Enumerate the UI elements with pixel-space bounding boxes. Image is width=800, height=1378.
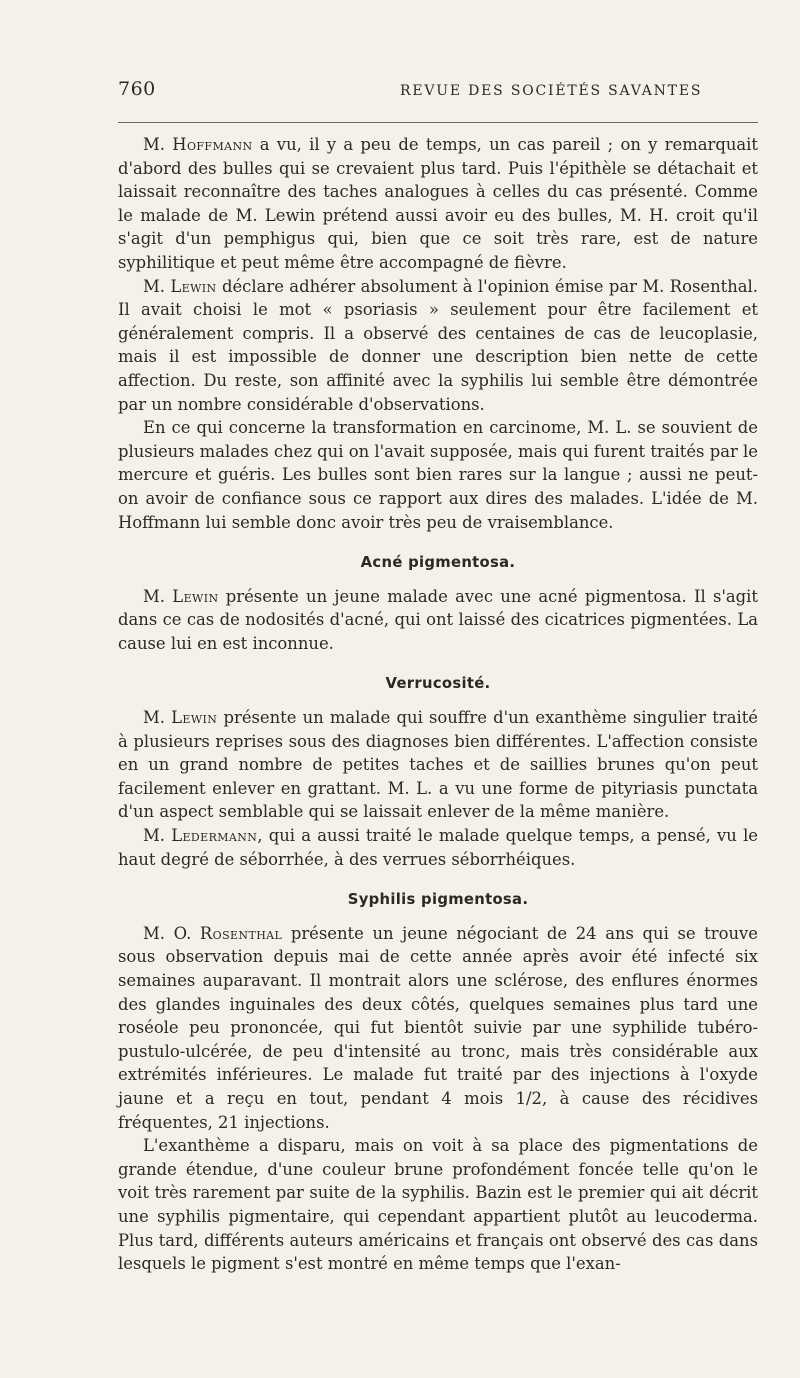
paragraph-carcinome: En ce qui concerne la transformation en carcinome, M. L. se souvient de plusieurs malades chez qui on l'avait supposée, mais qui furent traités par le mercure et guéris. Les bulles sont bien rares sur la langue ; aussi ne peut-on avoir de confiance sous ce rapport aux dires des malades. L'idée de M. Hoffmann lui semble donc avoir très peu de vraisemblance. [118,418,758,532]
speaker-name: Lewin [170,276,217,296]
paragraph-verrucosite-lewin: M. Lewin présente un malade qui souffre d'un exanthème singulier traité à plusieurs reprises sous des diagnoses bien différentes. L'affection consiste en un grand nombre de petites taches et de saillies brunes qu'on peut facilement enlever en grattant. M. L. a vu une forme de pityriasis punctata d'un aspect semblable qui se laissait enlever de la même manière. [118,708,759,822]
paragraph-verrucosite-ledermann: M. Ledermann, qui a aussi traité le malade quelque temps, a pensé, vu le haut degré de séborrhée, à des verrues séborrhéiques. [118,826,759,869]
speaker-name: Hoffmann [172,135,253,154]
running-title: REVUE DES SOCIÉTÉS SAVANTES [400,83,703,99]
paragraph-hoffmann: M. Hoffmann a vu, il y a peu de temps, un cas pareil ; on y remarquait d'abord des bulles qui se crevaient plus tard. Puis l'épithèle se détachait et laissait reconnaître des taches analogues à celles du cas présenté. Comme le malade de M. Lewin prétend aussi avoir eu des bulles, M. H. croit qu'il s'agit d'un pemphigus qui, bien que ce soit très rare, est de nature syphilitique et peut même être accompagné de fièvre. [118,135,758,272]
speaker-name: Ledermann [171,826,258,846]
section-heading-acne: Acné pigmentosa. [360,554,516,572]
speaker-name: Lewin [172,586,219,606]
paragraph-syphilis-rosenthal: M. O. Rosenthal présente un jeune négociant de 24 ans qui se trouve sous observation depuis mai de cette année après avoir été infecté six semaines auparavant. Il montrait alors une sclérose, des enflures énormes des glandes inguinales des deux côtés, quelques semaines plus tard une roséole peu prononcée, qui fut bientôt suivie par une syphilide tubéro-pustulo-ulcérée, de peu d'intensité au tronc, mais très considérable aux extrémités inférieures. Le malade fut traité par des injections à l'oxyde jaune et a reçu en tout, pendant 4 mois 1/2, à cause des récidives fréquentes, 21 injections. [118,923,758,1132]
section-heading-syphilis: Syphilis pigmentosa. [347,891,529,909]
speaker-name: Rosenthal [199,923,283,943]
article-body [118,133,758,1276]
page-header [118,78,760,110]
section-heading-verrucosite: Verrucosité. [385,675,491,693]
paragraph-syphilis-exantheme: L'exanthème a disparu, mais on voit à sa place des pigmentations de grande étendue, d'une couleur brune profondément foncée telle qu'on le voit très rarement par suite de la syphilis. Bazin est le premier qui ait décrit une syphilis pigmentaire, qui cependant appartient plutôt au leucoderma. Plus tard, différents auteurs américains et français ont observé des cas dans lesquels le pigment s'est montré en même temps que l'exan- [118,1136,758,1274]
paragraph-lewin: M. Lewin déclare adhérer absolument à l'opinion émise par M. Rosenthal. Il avait choisi le mot « psoriasis » seulement pour être facilement et généralement compris. Il a observé des centaines de cas de leucoplasie, mais il est impossible de donner une description bien nette de cette affection. Du reste, son affinité avec la syphilis lui semble être démontrée par un nombre considérable d'observations. [118,276,758,414]
page-number: 760 [118,78,156,100]
paragraph-acne: M. Lewin présente un jeune malade avec une acné pigmentosa. Il s'agit dans ce cas de nodosités d'acné, qui ont laissé des cicatrices pigmentées. La cause lui en est inconnue. [118,586,759,653]
header-rule [118,122,758,123]
speaker-name: Lewin [171,708,218,728]
